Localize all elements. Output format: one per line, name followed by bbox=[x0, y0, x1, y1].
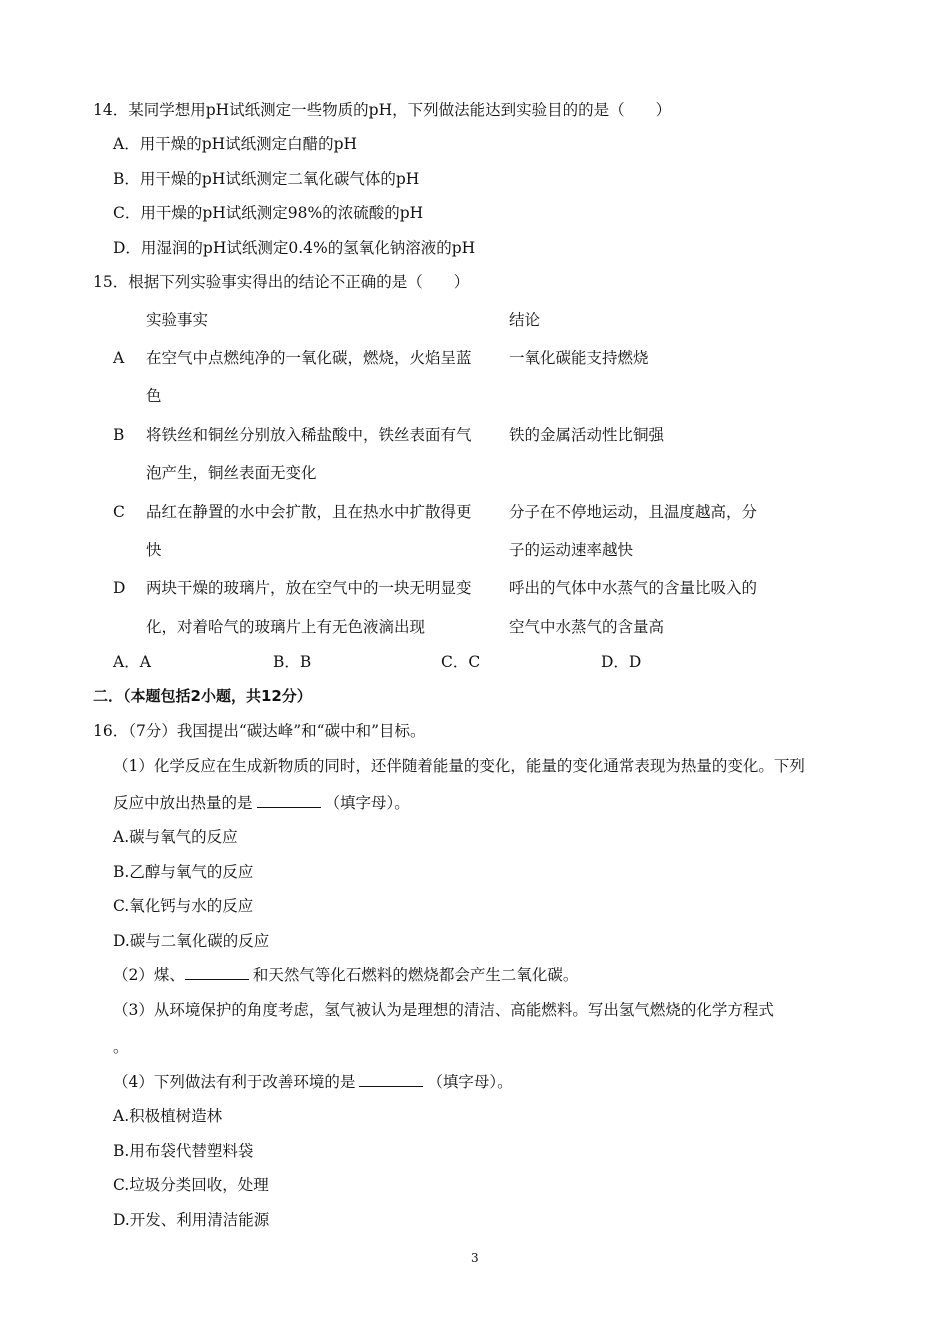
q16-stem: 16．（7分）我国提出“碳达峰”和“碳中和”目标。 bbox=[93, 722, 426, 740]
q15-row-c-conclusion: 分子在不停地运动，且温度越高，分 bbox=[509, 503, 758, 521]
q16-part4-option-a: A.积极植树造林 bbox=[113, 1107, 223, 1125]
q15-row-c-fact: 品红在静置的水中会扩散，且在热水中扩散得更 bbox=[146, 503, 472, 521]
q16-part4-option-c: C.垃圾分类回收，处理 bbox=[113, 1176, 269, 1194]
section-heading: 二．（本题包括2小题，共12分） bbox=[93, 687, 312, 705]
q15-row-d-conclusion: 呼出的气体中水蒸气的含量比吸入的 bbox=[509, 579, 758, 597]
q16-part4-option-b: B.用布袋代替塑料袋 bbox=[113, 1142, 254, 1160]
answer-blank[interactable] bbox=[359, 1072, 423, 1087]
q16-part1-option-a: A.碳与氧气的反应 bbox=[113, 828, 238, 846]
q16-part3-line2: 。 bbox=[113, 1038, 129, 1056]
q16-part4-hint: （填字母）。 bbox=[427, 1073, 513, 1091]
q16-part1-option-d: D.碳与二氧化碳的反应 bbox=[113, 932, 270, 950]
answer-blank[interactable] bbox=[257, 793, 321, 808]
q15-row-a-label: A bbox=[113, 349, 125, 367]
q16-part1-line1: （1）化学反应在生成新物质的同时，还伴随着能量的变化，能量的变化通常表现为热量的变化。下列 bbox=[113, 757, 805, 775]
q15-row-a-fact: 在空气中点燃纯净的一氧化碳，燃烧，火焰呈蓝 bbox=[146, 349, 472, 367]
q16-part1-option-c: C.氧化钙与水的反应 bbox=[113, 897, 254, 915]
q16-part3-line1: （3）从环境保护的角度考虑，氢气被认为是理想的清洁、高能燃料。写出氢气燃烧的化学方程式 bbox=[113, 1001, 774, 1019]
q15-row-d-label: D bbox=[113, 579, 126, 597]
q15-answer-c: C．C bbox=[441, 653, 481, 671]
q16-part2 bbox=[113, 965, 578, 985]
q16-part4-option-d: D.开发、利用清洁能源 bbox=[113, 1211, 270, 1229]
q15-row-b-conclusion: 铁的金属活动性比铜强 bbox=[509, 426, 665, 444]
q15-answer-d: D．D bbox=[601, 653, 642, 671]
q15-header-conclusion: 结论 bbox=[509, 311, 541, 329]
q16-part2-text-cont: 和天然气等化石燃料的燃烧都会产生二氧化碳。 bbox=[252, 966, 579, 984]
q15-row-a-fact-cont: 色 bbox=[146, 387, 162, 405]
q16-part1-line2 bbox=[113, 793, 410, 813]
q16-part2-text: （2）煤、 bbox=[113, 966, 185, 984]
page-number: 3 bbox=[471, 1251, 479, 1265]
q15-row-b-fact-cont: 泡产生，铜丝表面无变化 bbox=[146, 464, 317, 482]
q16-part4-text: （4）下列做法有利于改善环境的是 bbox=[113, 1073, 356, 1091]
q14-option-b: B．用干燥的pH试纸测定二氧化碳气体的pH bbox=[113, 170, 420, 188]
q16-part4 bbox=[113, 1072, 513, 1092]
q15-stem: 15．根据下列实验事实得出的结论不正确的是（ ） bbox=[93, 273, 470, 291]
q15-row-b-fact: 将铁丝和铜丝分别放入稀盐酸中，铁丝表面有气 bbox=[146, 426, 472, 444]
q15-row-c-label: C bbox=[113, 503, 125, 521]
q15-row-c-conclusion-cont: 子的运动速率越快 bbox=[509, 541, 634, 559]
q14-option-c: C．用干燥的pH试纸测定98%的浓硫酸的pH bbox=[113, 204, 424, 222]
q15-row-a-conclusion: 一氧化碳能支持燃烧 bbox=[509, 349, 649, 367]
q15-row-d-fact-cont: 化，对着哈气的玻璃片上有无色液滴出现 bbox=[146, 618, 426, 636]
q15-row-d-conclusion-cont: 空气中水蒸气的含量高 bbox=[509, 618, 665, 636]
q15-row-c-fact-cont: 快 bbox=[146, 541, 162, 559]
q16-part1-text: 反应中放出热量的是 bbox=[113, 794, 253, 812]
answer-blank[interactable] bbox=[185, 965, 249, 980]
q15-row-b-label: B bbox=[113, 426, 125, 444]
q15-header-fact: 实验事实 bbox=[146, 311, 209, 329]
q16-part1-option-b: B.乙醇与氧气的反应 bbox=[113, 863, 254, 881]
q15-row-d-fact: 两块干燥的玻璃片，放在空气中的一块无明显变 bbox=[146, 579, 472, 597]
q14-option-a: A．用干燥的pH试纸测定白醋的pH bbox=[113, 135, 358, 153]
q14-stem: 14．某同学想用pH试纸测定一些物质的pH，下列做法能达到实验目的的是（ ） bbox=[93, 101, 672, 119]
q15-answer-b: B．B bbox=[273, 653, 312, 671]
q14-option-d: D．用湿润的pH试纸测定0.4%的氢氧化钠溶液的pH bbox=[113, 239, 476, 257]
q15-answer-a: A．A bbox=[113, 653, 151, 671]
q16-part1-hint: （填字母）。 bbox=[324, 794, 410, 812]
